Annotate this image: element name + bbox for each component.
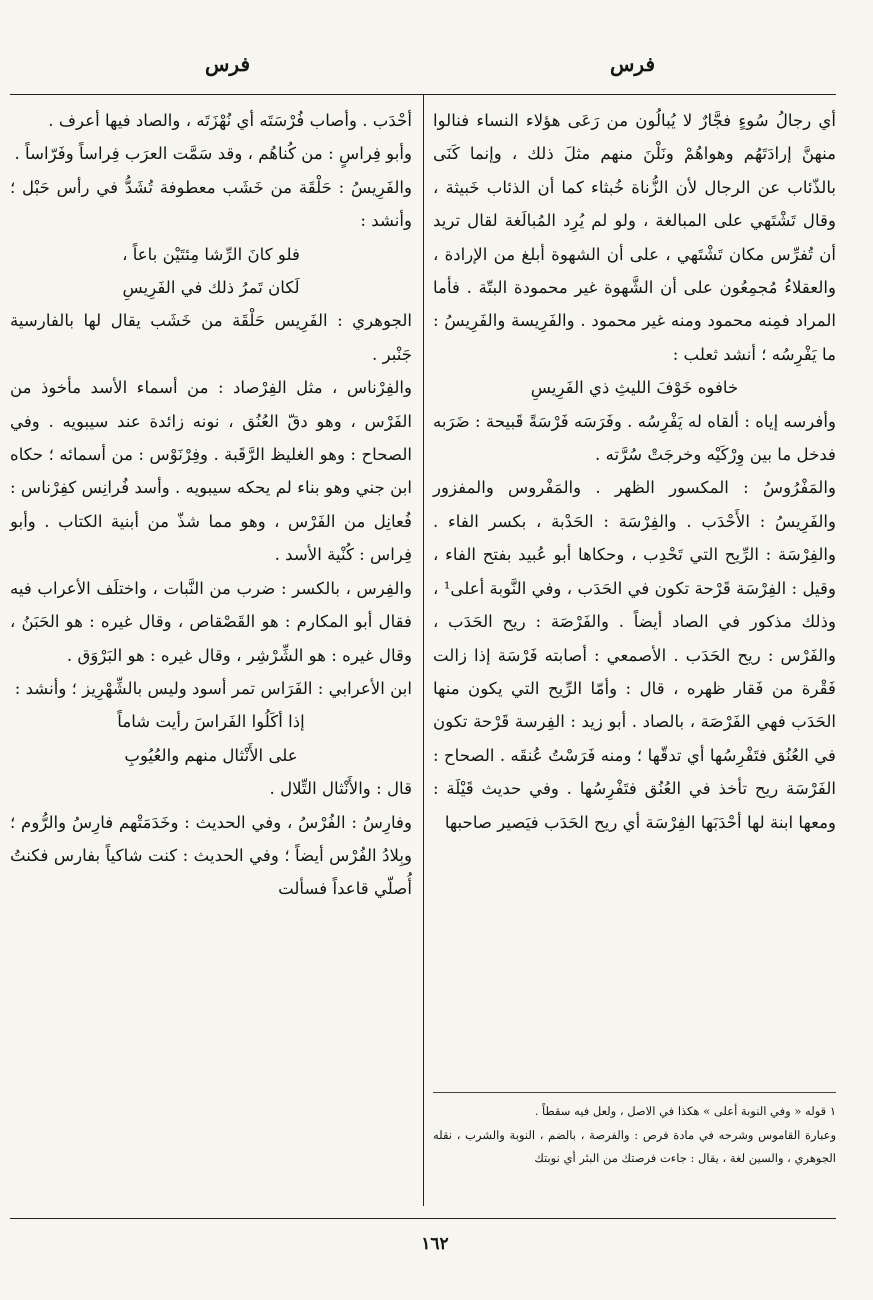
entry-paragraph: وفارِسُ : الفُرْسُ ، وفي الحديث : وخَدَمَتْهم فارِسُ والرُّوم ؛ وبِلادُ الفُرْس أيضاً ؛ وفي الحديث : كنت شاكياً بفارس فكنتُ أُصلّي قاعداً فسألت bbox=[10, 812, 412, 899]
entry-paragraph: والفَرِيسُ : حَلْقَة من خَشَب معطوفة تُشَدُّ في رأس حَبْل ؛ وأنشد : bbox=[10, 177, 412, 231]
entry-paragraph: وأفرسه إياه : ألقاه له يَفْرِسُه . وفَرَسَه فَرْسَةً قَبيحة : ضَرَبه فدخل ما بين وِرْكَيْه وخرجَتْ سُرَّته . bbox=[433, 411, 836, 465]
left-column bbox=[10, 104, 412, 906]
running-header-left: فرس bbox=[205, 52, 251, 76]
entry-paragraph: أحْدَب . وأصاب فُرْسَتَه أي نُهْزَتَه ، والصاد فيها أعرف . bbox=[48, 111, 412, 130]
poetry-verse-line: على الأَنْثال منهم والعُيُوبِ bbox=[124, 745, 298, 765]
footnote-rule bbox=[433, 1092, 836, 1093]
footer-rule bbox=[10, 1218, 836, 1219]
poetry-verse: خافوه خَوْفَ الليثِ ذي الفَرِيسِ bbox=[530, 378, 739, 398]
poetry-verse-line: إذا أكَلُوا الفَراسَ رأيت شاماً bbox=[117, 712, 305, 732]
poetry-verse-line: فلو كانَ الرِّشا مِئتَيْن باعاً ، bbox=[122, 244, 300, 264]
entry-paragraph: وأبو فِراسٍ : من كُناهُم ، وقد سَمَّت العرَب فِراساً وفَرّاساً . bbox=[14, 144, 412, 164]
entry-paragraph: والفِرْناس ، مثل الفِرْصاد : من أسماء الأسد مأخوذ من الفَرْس ، وهو دقّ العُنُق ، نونه زائدة عند سيبويه . وفي الصحاح : وهو الغليظ الرَّقَبة . وفِرْنَوْس : من أسمائه ؛ حكاه ابن جني وهو بناء لم يحكه سيبويه . وأسد فُرانِس كفِرْناس : فُعانِل من الفَرْس ، وهو مما شذّ من أبنية الكتاب . وأبو فِراس : كُنْية الأسد . bbox=[10, 378, 412, 565]
entry-paragraph: الجوهري : الفَرِيس حَلْقَة من خَشَب يقال لها بالفارسية جَنْبر . bbox=[10, 311, 412, 364]
entry-paragraph: قال : والأَنْثال التِّلال . bbox=[269, 779, 412, 799]
entry-paragraph: أي رجالُ سُوءٍ فجَّارٌ لا يُبالُون من رَعَى هؤلاء النساء فنالوا منهنَّ إرادَتَهُم وهواهُمْ ونَلْنَ منهم مثلَ ذلك ، وإنما كَنَى بالذّئاب عن الرجال لأن الزُّناة خُبثاء كما أن الذئاب خَبيثة ، وقال تَشْتَهي على المبالغة ، ولو لم يُرِد المُبالَغة لقال تريد أن تُفرِّس مكان تَشْتَهي ، على أن الشهوة أبلغ من الإرادة ، والعقلاءُ مُجمِعُون على أن الشَّهوة غير محمودة البتّة . فأما المراد فمِنه محمود ومنه غير محمود . والفَرِيسة والفَرِيسُ : ما يَفْرِسُه ؛ أنشد ثعلب : bbox=[433, 111, 837, 364]
footnote-1-continued: وعبارة القاموس وشرحه في مادة فرص : والفرصة ، بالضم ، النوبة والشرب ، نقله الجوهري ، والسين لغة ، يقال : جاءت فرصتك من البئر أي نوبتك bbox=[433, 1127, 836, 1165]
footnotes bbox=[433, 1100, 836, 1171]
entry-paragraph: والفِرس ، بالكسر : ضرب من النَّبات ، واختلَف الأعراب فيه فقال أبو المكارم : هو القَصْقاص ، وقال غيره : هو الحَبَنُ ، وقال غيره : هو الشِّرْشِر ، وقال غيره : هو البَرْوَق . bbox=[10, 578, 412, 665]
running-header-right: فرس bbox=[610, 52, 656, 76]
footnote-1: ١ قوله « وفي النوبة أعلى » هكذا في الاصل ، ولعل فيه سقطاً . bbox=[534, 1104, 836, 1118]
column-divider bbox=[423, 94, 424, 1206]
entry-paragraph: والمَفْرُوسُ : المكسور الظهر . والمَفْروس والمفزور والفَرِيسُ : الأَحْدَب . والفِرْسَة : الحَدْبة ، بكسر الفاء . والفِرْسَة : الرِّيح التي تَحْدِب ، وحكاها أبو عُبيد بفتح الفاء ، وقيل : الفِرْسَة قَرْحة تكون في الحَدَب ، وفي النَّوبة أعلى¹ ، وذلك مذكور في الصاد أيضاً . والفَرْصَة : ريح الحَدَب ، والفَرْس : ريح الحَدَب . الأصمعي : أصابته فَرْسَة إذا زالت فَقْرة من فَقار ظهره ، قال : وأمّا الرِّيح التي يكون منها الحَدَب فهي الفَرْصَة ، بالصاد . أبو زيد : الفِرسة قَرْحة تكون في العُنُق فتَفْرِسُها أي تدقّها ؛ ومنه فَرَسْتُ عُنقَه . الصحاح : الفَرْسَة ريح تأخذ في العُنُق فتَفْرِسُها . وفي حديث قَيْلَة : ومعها ابنة لها أحْدَبَها الفِرْسَة أي ريح الحَدَب فيَصير صاحبها bbox=[433, 478, 836, 832]
right-column bbox=[433, 104, 836, 839]
page-number: ١٦٢ bbox=[421, 1234, 449, 1254]
entry-paragraph: ابن الأعرابي : الفَرَاس تمر أسود وليس بالشِّهْرِيز ؛ وأنشد : bbox=[14, 678, 412, 698]
poetry-verse-line: لَكان تَمرُ ذلك في الفَرِيسِ bbox=[122, 278, 300, 298]
